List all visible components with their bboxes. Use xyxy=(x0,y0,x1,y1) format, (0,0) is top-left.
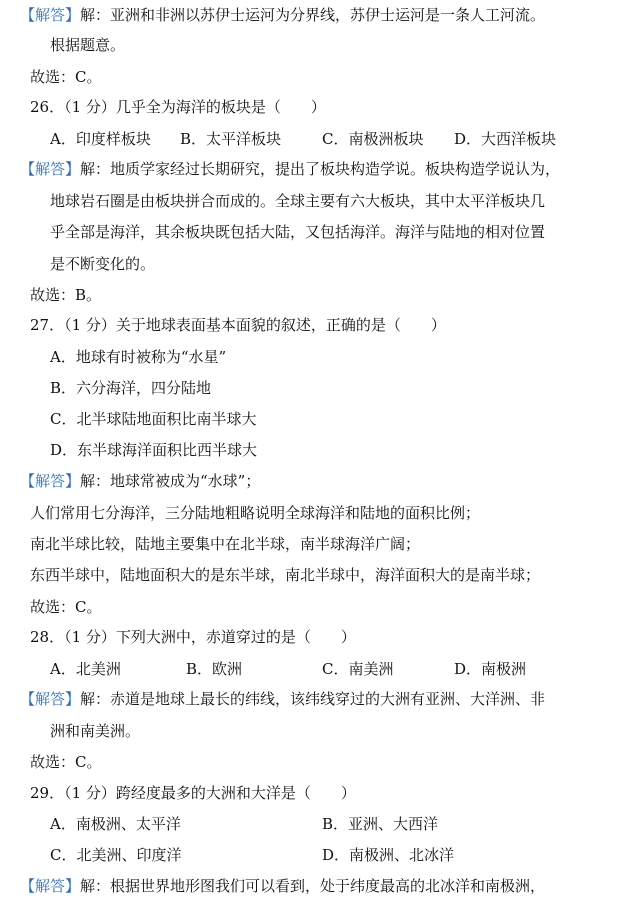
option-d: D．南极洲、北冰洋 xyxy=(322,846,455,864)
answer-text: 解：赤道是地球上最长的纬线，该纬线穿过的大洲有亚洲、大洋洲、非 xyxy=(80,690,546,708)
answer-tag: 【解答】 xyxy=(20,6,81,24)
answer-tag: 【解答】 xyxy=(20,472,81,490)
option-c: C．北半球陆地面积比南半球大 xyxy=(50,410,257,428)
option-b: B．亚洲、大西洋 xyxy=(322,815,439,833)
choice-25: 故选：C。 xyxy=(30,68,102,86)
answer-text: 解：根据世界地形图我们可以看到，处于纬度最高的北冰洋和南极洲， xyxy=(80,877,546,895)
option-d: D．南极洲 xyxy=(454,660,527,678)
answer-27-line-3: 南北半球比较，陆地主要集中在北半球，南半球海洋广阔； xyxy=(30,535,421,553)
answer-25-line-2: 根据题意。 xyxy=(50,36,126,54)
answer-29-line-1 xyxy=(20,875,545,897)
option-a: A．北美洲 xyxy=(50,660,121,678)
answer-26-line-4: 是不断变化的。 xyxy=(50,255,156,273)
option-a: A．地球有时被称为“水星” xyxy=(50,348,227,366)
answer-26-line-2: 地球岩石圈是由板块拼合而成的。全球主要有六大板块，其中太平洋板块几 xyxy=(50,192,546,210)
options-29-row-2 xyxy=(50,844,610,866)
choice-28: 故选：C。 xyxy=(30,753,102,771)
answer-text: 解：亚洲和非洲以苏伊士运河为分界线，苏伊士运河是一条人工河流。 xyxy=(80,6,546,24)
answer-tag: 【解答】 xyxy=(20,690,81,708)
options-29-row-1 xyxy=(50,813,610,835)
answer-27-line-4: 东西半球中，陆地面积大的是东半球，南北半球中，海洋面积大的是南半球； xyxy=(30,566,541,584)
options-26 xyxy=(50,128,610,150)
option-b: B．欧洲 xyxy=(186,660,243,678)
answer-27-line-1 xyxy=(20,470,260,492)
choice-27: 故选：C。 xyxy=(30,598,102,616)
answer-28-line-2: 洲和南美洲。 xyxy=(50,722,141,740)
option-c: C．南美洲 xyxy=(322,660,394,678)
option-d: D．东半球海洋面积比西半球大 xyxy=(50,441,258,459)
option-d: D．大西洋板块 xyxy=(454,130,557,148)
option-a: A．南极洲、太平洋 xyxy=(50,815,181,833)
choice-26: 故选：B。 xyxy=(30,286,102,304)
question-29: 29．（1 分）跨经度最多的大洲和大洋是（ ） xyxy=(30,784,356,802)
options-28 xyxy=(50,658,610,680)
question-27: 27．（1 分）关于地球表面基本面貌的叙述，正确的是（ ） xyxy=(30,316,446,334)
answer-text: 解：地球常被成为“水球”； xyxy=(80,472,261,490)
question-26: 26．（1 分）几乎全为海洋的板块是（ ） xyxy=(30,98,326,116)
answer-tag: 【解答】 xyxy=(20,160,81,178)
answer-25-line-1 xyxy=(20,4,545,26)
question-28: 28．（1 分）下列大洲中，赤道穿过的是（ ） xyxy=(30,628,356,646)
option-b: B．六分海洋，四分陆地 xyxy=(50,379,212,397)
answer-28-line-1 xyxy=(20,688,545,710)
option-c: C．南极洲板块 xyxy=(322,130,424,148)
option-c: C．北美洲、印度洋 xyxy=(50,846,182,864)
answer-27-line-2: 人们常用七分海洋，三分陆地粗略说明全球海洋和陆地的面积比例； xyxy=(30,504,481,522)
option-b: B．太平洋板块 xyxy=(180,130,282,148)
answer-tag: 【解答】 xyxy=(20,877,81,895)
answer-26-line-1 xyxy=(20,158,560,180)
answer-26-line-3: 乎全部是海洋，其余板块既包括大陆，又包括海洋。海洋与陆地的相对位置 xyxy=(50,223,546,241)
option-a: A．印度样板块 xyxy=(50,130,151,148)
answer-text: 解：地质学家经过长期研究，提出了板块构造学说。板块构造学说认为， xyxy=(80,160,561,178)
